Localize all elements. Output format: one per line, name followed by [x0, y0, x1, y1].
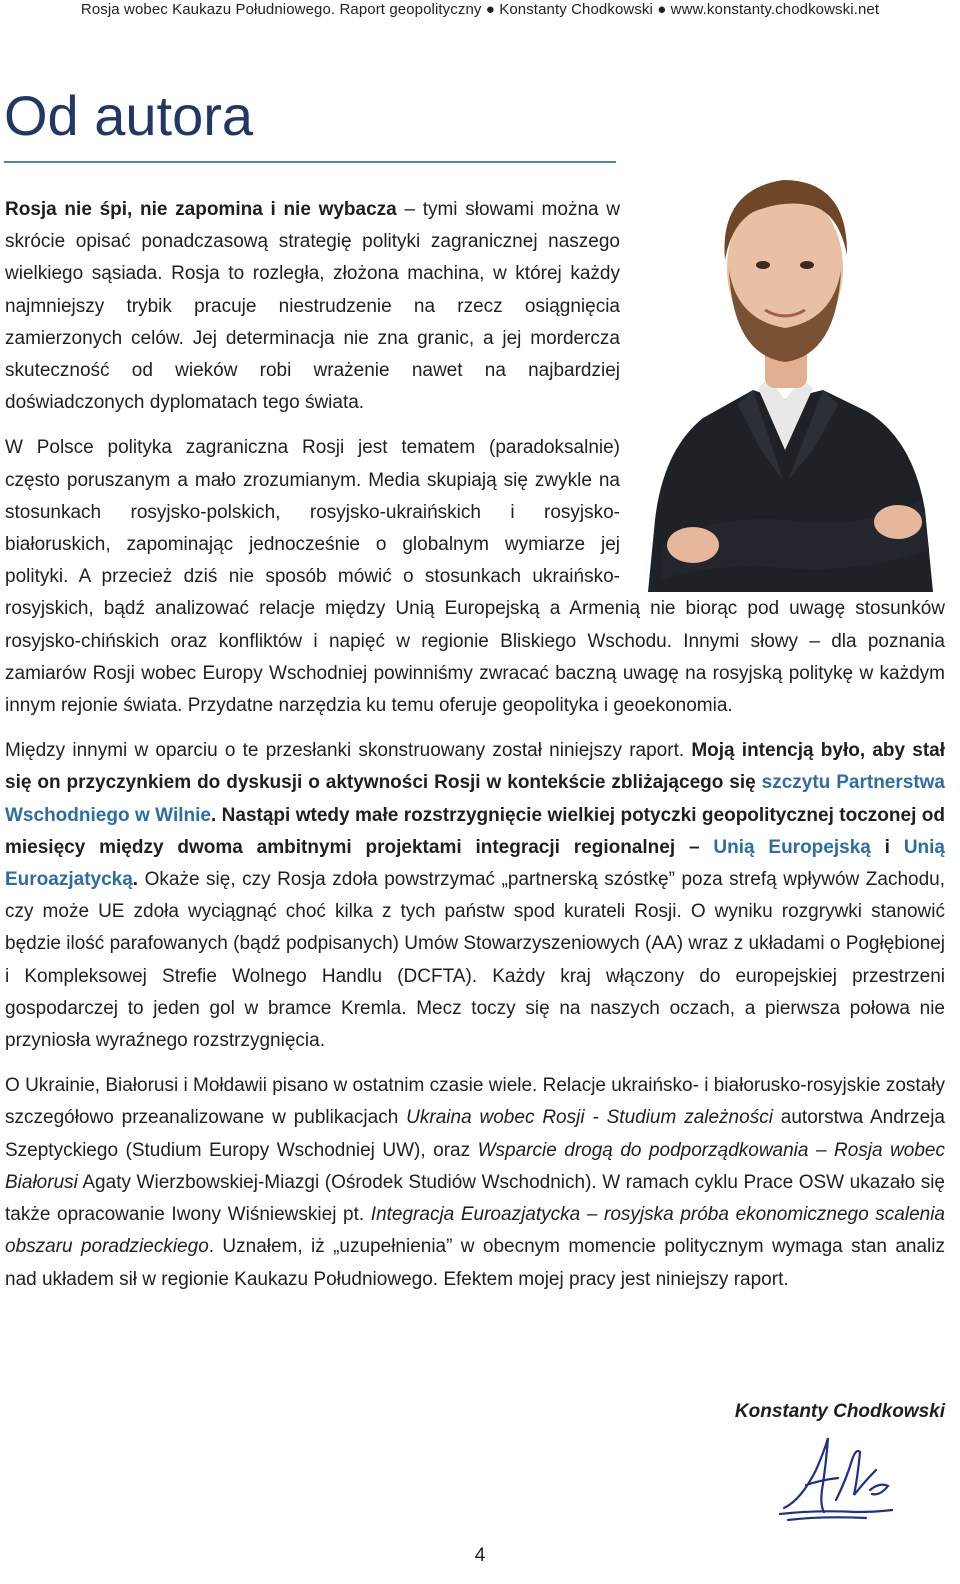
paragraph-4-text-3: Agaty Wierzbowskiej-Miazgi (Ośrodek Studiów Wschodnich). W ramach cyklu Prace OSW ukazało się także opracowanie Iwony Wiśniewskiej pt. — [5, 1171, 945, 1226]
paragraph-3-intro: Między innymi w oparciu o te przesłanki skonstruowany został niniejszy raport. — [5, 740, 692, 762]
paragraph-3 — [5, 735, 945, 1057]
publication-title-1: Ukraina wobec Rosji - Studium zależności — [406, 1107, 773, 1129]
publication-title-2: Wsparcie drogą do podporządkowania – Rosja wobec Białorusi — [5, 1139, 945, 1193]
page-number: 4 — [474, 1545, 486, 1566]
signature-name: Konstanty Chodkowski — [734, 1401, 945, 1422]
paragraph-1-lead: Rosja nie śpi, nie zapomina i nie wybacza — [5, 199, 397, 220]
publication-title-3: Integracja Euroazjatycka – rosyjska próba ekonomicznego scalenia obszaru poradzieckiego — [5, 1204, 945, 1258]
eu-link[interactable]: Unią Europejską — [713, 836, 871, 858]
handwritten-signature-icon — [776, 1430, 896, 1525]
photo-float-spacer — [620, 194, 945, 590]
article-body — [5, 194, 945, 1309]
paragraph-3-bold-4: . — [132, 869, 139, 891]
paragraph-4-text-2: autorstwa Andrzeja Szeptyckiego (Studium Europy Wschodniej UW), oraz — [5, 1107, 945, 1161]
paragraph-3-text: Okaże się, czy Rosja zdoła powstrzymać „partnerską szóstkę” poza strefą wpływów Zachodu, czy może UE zdoła wyciągnąć choć kilka z tych państw spod kurateli Rosji. O wyniku rozgrywki stanowić będzie ilość parafowanych (bądź podpisanych) Umów Stowarzyszeniowych (AA) wraz z układami o Pogłębionej i Kompleksowej Strefie Wolnego Handlu (DCFTA). Każdy kraj włączony do europejskiej przestrzeni gospodarczej to jeden gol w bramce Kremla. Mecz toczy się na naszych oczach, a pierwsza połowa nie przyniosła wyraźnego rozstrzygnięcia. — [5, 869, 945, 1052]
paragraph-1-text: – tymi słowami można w skrócie opisać ponadczasową strategię polityki zagranicznej naszego wielkiego sąsiada. Rosja to rozległa, złożona machina, w której każdy najmniejszy trybik pracuje niestrudzenie na rzecz osiągnięcia zamierzonych celów. Jej determinacja nie zna granic, a jej mordercza skuteczność od wieków robi wrażenie nawet na najbardziej doświadczonych dyplomatach tego świata. — [5, 199, 620, 414]
paragraph-4-text-4: . Uznałem, iż „uzupełnienia” w obecnym momencie politycznym wymaga stan analiz nad układem sił w regionie Kaukazu Południowego. Efektem mojej pracy jest niniejszy raport. — [5, 1236, 945, 1290]
paragraph-4 — [5, 1070, 945, 1295]
paragraph-3-bold-3: i — [870, 836, 904, 858]
title-divider — [4, 161, 616, 163]
eurasian-union-link[interactable]: Unią Euroazjatycką — [5, 836, 945, 891]
paragraph-3-bold-1: Moją intencją było, aby stał się on przyczynkiem do dyskusji o aktywności Rosji w kontekście zbliżającego się — [5, 740, 945, 794]
page-title: Od autora — [4, 84, 254, 147]
summit-link[interactable]: szczytu Partnerstwa Wschodniego w Wilnie — [5, 772, 946, 826]
paragraph-2: W Polsce polityka zagraniczna Rosji jest tematem (paradoksalnie) często poruszanym a mało zrozumianym. Media skupiają się zwykle na stosunkach rosyjsko-polskich, rosyjsko-ukraińskich i rosyjsko-białoruskich, zapominając jednocześnie o globalnym wymiarze jej polityki. A przecież dziś nie sposób mówić o stosunkach ukraińsko-rosyjskich, bądź analizować relacje między Unią Europejską a Armenią nie biorąc pod uwagę stosunków rosyjsko-chińskich oraz konfliktów i napięć w regionie Bliskiego Wschodu. Innymi słowy – dla poznania zamiarów Rosji wobec Europy Wschodniej powinniśmy zwracać baczną uwagę na rosyjską politykę w każdym innym rejonie świata. Przydatne narzędzia ku temu oferuje geopolityka i geoekonomia. — [5, 437, 945, 717]
paragraph-4-text-1: O Ukrainie, Białorusi i Mołdawii pisano w ostatnim czasie wiele. Relacje ukraińsko- i białorusko-rosyjskie zostały szczegółowo przeanalizowane w publikacjach — [5, 1075, 945, 1129]
running-header: Rosja wobec Kaukazu Południowego. Raport geopolityczny ● Konstanty Chodkowski ● www.konstanty.chodkowski.net — [80, 1, 880, 18]
paragraph-3-bold-2: . Nastąpi wtedy małe rozstrzygnięcie wielkiej potyczki geopolitycznej toczonej od miesięcy między dwoma ambitnymi projektami integracji regionalnej – — [5, 804, 945, 858]
